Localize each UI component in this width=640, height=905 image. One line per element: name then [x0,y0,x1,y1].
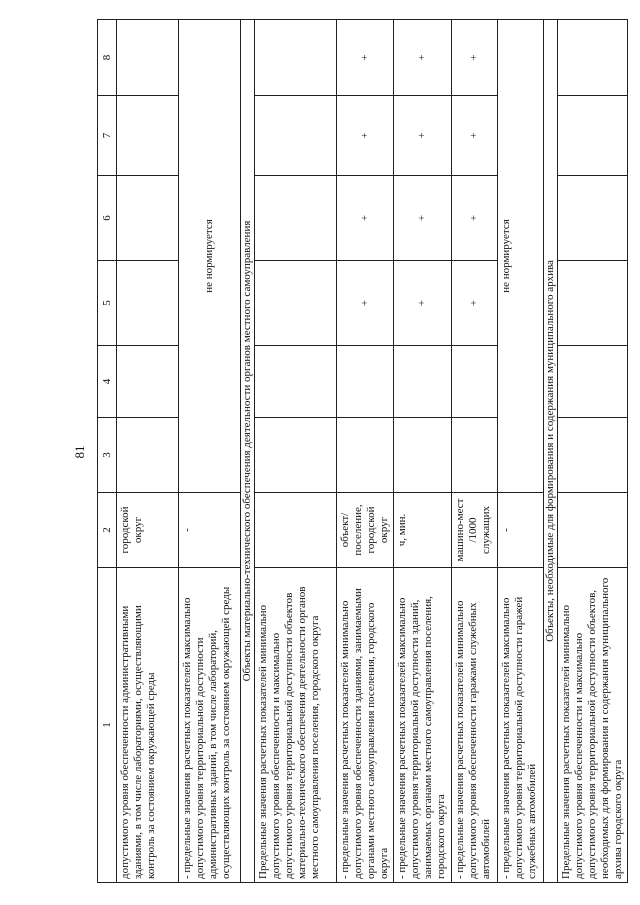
row-mark [394,418,452,493]
row-mark: + [452,176,498,261]
table-row [255,20,337,883]
header-row [98,20,117,883]
column-header: 7 [98,96,117,176]
row-mark: + [337,176,394,261]
section-title: Объекты материально-технического обеспечения деятельности органов местного самоуправления [241,20,255,883]
row-mark: + [337,20,394,96]
column-header: 6 [98,176,117,261]
table-row [394,20,452,883]
not-regulated-cell: не нормируется [179,20,241,493]
column-header: 3 [98,418,117,493]
table-container [97,20,624,883]
section-intro: Предельные значения расчетных показателей минимально допустимого уровня обеспеченности и максимально допустимого уровня территориальной доступности объектов материально-технического обеспечения деятельности органов местного самоуправления поселения, городского округа [255,568,337,883]
norms-table [97,19,628,883]
row-text: - предельные значения расчетных показателей максимально допустимого уровня территориальной доступности административных зданий, в том числе лабораторий, осуществляющих контроль за состоянием окружающей среды [179,568,241,883]
row-mark: + [452,96,498,176]
row-text: допустимого уровня обеспеченности административными зданиями, в том числе лабораториями, осуществляющими контроль за состоянием окружающей среды [117,568,179,883]
table-row [117,20,179,883]
row-mark [117,96,179,176]
row-mark [117,20,179,96]
table-row [452,20,498,883]
table-row [498,20,544,883]
section-title: Объекты, необходимые для формирования и содержания муниципального архива [544,20,558,883]
not-regulated-cell: не нормируется [498,20,544,493]
section-title-row [241,20,255,883]
row-mark [117,176,179,261]
column-header: 1 [98,568,117,883]
table-row [179,20,241,883]
page-number: 81 [72,445,87,459]
row-mark [394,346,452,418]
row-mark: + [394,261,452,346]
row-mark [452,346,498,418]
row-unit: городской округ [117,493,179,568]
row-unit: - [498,493,544,568]
table-row [558,20,628,883]
row-mark: + [394,96,452,176]
row-text: - предельные значения расчетных показателей максимально допустимого уровня территориальной доступности зданий, занимаемых органами местного самоуправления поселения, городского округа [394,568,452,883]
row-mark: + [337,261,394,346]
row-text: - предельные значения расчетных показателей максимально допустимого уровня территориальной доступности гаражей служебных автомобилей [498,568,544,883]
section-intro: Предельные значения расчетных показателей минимально допустимого уровня обеспеченности и максимально допустимого уровня территориальной доступности объектов, необходимых для формирования и содержания муниципального архива городского округа [558,568,628,883]
row-unit: ч, мин. [394,493,452,568]
row-mark [337,346,394,418]
section-title-row [544,20,558,883]
row-unit: объект/ поселение, городской округ [337,493,394,568]
column-header: 8 [98,20,117,96]
row-mark: + [394,20,452,96]
row-mark: + [452,261,498,346]
row-unit: - [179,493,241,568]
column-header: 5 [98,261,117,346]
row-mark [117,261,179,346]
row-mark: + [452,20,498,96]
row-mark [117,418,179,493]
table-row [337,20,394,883]
row-text: - предельные значения расчетных показателей минимально допустимого уровня обеспеченности гаражами служебных автомобилей [452,568,498,883]
row-mark [337,418,394,493]
column-header: 4 [98,346,117,418]
row-mark: + [337,96,394,176]
row-mark [117,346,179,418]
row-text: - предельные значения расчетных показателей минимально допустимого уровня обеспеченности зданиями, занимаемыми органами местного самоуправления поселения, городского округа [337,568,394,883]
column-header: 2 [98,493,117,568]
row-unit: машино-мест /1000 служащих [452,493,498,568]
row-mark [452,418,498,493]
row-mark: + [394,176,452,261]
